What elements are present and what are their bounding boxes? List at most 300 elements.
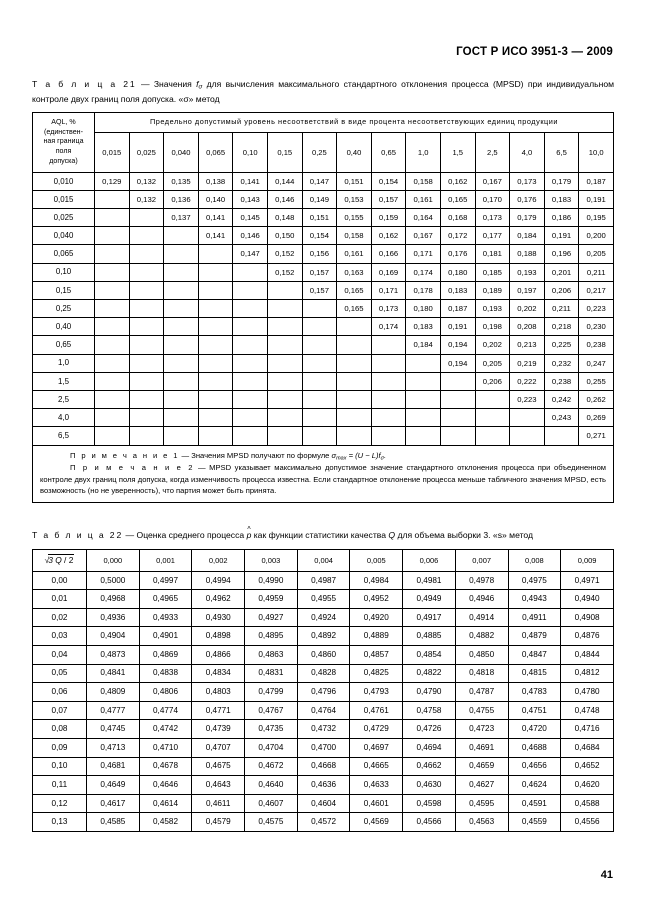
- table-21-cell: [267, 372, 302, 390]
- table-21-cell: 0,161: [406, 190, 441, 208]
- table-21-cell: 0,269: [579, 409, 614, 427]
- table-row: [33, 300, 614, 318]
- table-row: [33, 336, 614, 354]
- table-21-cell: [337, 336, 372, 354]
- table-21-cell: [129, 318, 164, 336]
- table-21-cell: 0,151: [302, 209, 337, 227]
- table-21-cell: 0,194: [440, 336, 475, 354]
- table-22-cell: 0,4885: [403, 627, 456, 646]
- table-21-cell: [95, 372, 130, 390]
- table-21-cell: [406, 427, 441, 445]
- table-21-cell: 0,211: [579, 263, 614, 281]
- table-row: [33, 776, 614, 795]
- table-21-cell: [95, 318, 130, 336]
- table-22-cell: 0,4818: [455, 664, 508, 683]
- table-21-cell: 0,173: [510, 172, 545, 190]
- table-21-cell: [198, 263, 233, 281]
- table-21-cell: [233, 427, 268, 445]
- table-row: [33, 720, 614, 739]
- table-22-cell: 0,4700: [297, 738, 350, 757]
- table-21-cell: [233, 263, 268, 281]
- table-21-cell: 0,141: [198, 227, 233, 245]
- table-21-cell: 0,166: [371, 245, 406, 263]
- table-22-cell: 0,4790: [403, 683, 456, 702]
- table-21-cell: [337, 427, 372, 445]
- table-22-cell: 0,4796: [297, 683, 350, 702]
- table-21-cell: [267, 390, 302, 408]
- table-row: [33, 227, 614, 245]
- table-21-cell: 0,196: [544, 245, 579, 263]
- table-21-cell: [337, 409, 372, 427]
- table-21-cell: [95, 336, 130, 354]
- table-21-cell: [198, 390, 233, 408]
- table-21-cell: 0,141: [233, 172, 268, 190]
- table-21-cell: 0,242: [544, 390, 579, 408]
- table-22-cell: 0,4591: [508, 794, 561, 813]
- table-22-cell: 0,4927: [245, 608, 298, 627]
- table-21-cell: 0,232: [544, 354, 579, 372]
- table-22-cell: 0,4633: [350, 776, 403, 795]
- table-21-cell: 0,165: [440, 190, 475, 208]
- table-21-cell: [337, 390, 372, 408]
- table-21-cell: [371, 427, 406, 445]
- table-21-cell: [267, 354, 302, 372]
- table-22-cell: 0,4681: [87, 757, 140, 776]
- table-21-cell: [95, 300, 130, 318]
- table-21-cell: [129, 209, 164, 227]
- table-21-column-header: 0,15: [267, 132, 302, 172]
- table-21-cell: 0,152: [267, 263, 302, 281]
- table-22-cell: 0,4758: [403, 701, 456, 720]
- table-21-cell: 0,211: [544, 300, 579, 318]
- table-row: [33, 390, 614, 408]
- table-22-cell: 0,4924: [297, 608, 350, 627]
- table-21-cell: 0,176: [440, 245, 475, 263]
- table-21-cell: 0,154: [302, 227, 337, 245]
- table-22-cell: 0,4955: [297, 590, 350, 609]
- table-22-head: [33, 549, 614, 571]
- table-22-cell: 0,4882: [455, 627, 508, 646]
- table-22-cell: 0,4825: [350, 664, 403, 683]
- table-21-cell: [337, 372, 372, 390]
- table-22-cell: 0,4662: [403, 757, 456, 776]
- table-21-column-header: 0,040: [164, 132, 199, 172]
- table-21-cell: 0,178: [406, 281, 441, 299]
- table-22-cell: 0,4984: [350, 571, 403, 590]
- table-22-cell: 0,4627: [455, 776, 508, 795]
- table-21-cell: 0,157: [302, 263, 337, 281]
- table-22-cell: 0,4675: [192, 757, 245, 776]
- table-21-cell: [233, 318, 268, 336]
- table-21-cell: [233, 300, 268, 318]
- table-21-row-label: 0,065: [33, 245, 95, 263]
- table-21-column-header: 0,40: [337, 132, 372, 172]
- table-21-cell: 0,174: [406, 263, 441, 281]
- table-22-column-header: 0,002: [192, 549, 245, 571]
- note-1-formula: $\sigma_{max} = (U - L)f_\sigma$.: [331, 450, 387, 462]
- table-22-cell: 0,4559: [508, 813, 561, 832]
- table-22-row-label: 0,13: [33, 813, 87, 832]
- table-21-cell: 0,225: [544, 336, 579, 354]
- table-22-cell: 0,4904: [87, 627, 140, 646]
- table-21-cell: [95, 190, 130, 208]
- table-21-cell: 0,177: [475, 227, 510, 245]
- table-21-cell: [440, 409, 475, 427]
- table-21-cell: [267, 427, 302, 445]
- table-21-header-row-2: [33, 132, 614, 172]
- corner-line-1: (единствен-: [44, 127, 83, 136]
- table-21-row-label: 2,5: [33, 390, 95, 408]
- table-21-cell: 0,176: [510, 190, 545, 208]
- table-21-cell: 0,238: [579, 336, 614, 354]
- table-21-cell: [406, 409, 441, 427]
- table-22-cell: 0,4920: [350, 608, 403, 627]
- table-21-cell: 0,191: [440, 318, 475, 336]
- table-21-cell: [95, 354, 130, 372]
- table-21-caption-symbol-subscript: σ: [198, 83, 203, 91]
- table-21-cell: [337, 354, 372, 372]
- table-22-cell: 0,4614: [139, 794, 192, 813]
- table-22-cell: 0,4879: [508, 627, 561, 646]
- table-21-cell: 0,151: [337, 172, 372, 190]
- table-21-cell: [95, 427, 130, 445]
- table-21-cell: [198, 354, 233, 372]
- table-21-cell: 0,144: [267, 172, 302, 190]
- table-21-cell: 0,217: [579, 281, 614, 299]
- table-22-cell: 0,4652: [561, 757, 614, 776]
- table-22-cell: 0,4643: [192, 776, 245, 795]
- table-22-cell: 0,4812: [561, 664, 614, 683]
- table-row: [33, 372, 614, 390]
- table-21-cell: 0,222: [510, 372, 545, 390]
- table-22-cell: 0,4566: [403, 813, 456, 832]
- table-22-cell: 0,4978: [455, 571, 508, 590]
- table-21-cell: 0,208: [510, 318, 545, 336]
- table-22-cell: 0,4876: [561, 627, 614, 646]
- table-22-cell: 0,4720: [508, 720, 561, 739]
- table-22-cell: 0,4943: [508, 590, 561, 609]
- table-22-row-label: 0,05: [33, 664, 87, 683]
- table-21-cell: [267, 281, 302, 299]
- table-21-cell: 0,223: [510, 390, 545, 408]
- table-22-cell: 0,4704: [245, 738, 298, 757]
- table-21-cell: 0,167: [475, 172, 510, 190]
- table-row: [33, 590, 614, 609]
- table-22-cell: 0,4729: [350, 720, 403, 739]
- table-21-cell: 0,163: [337, 263, 372, 281]
- table-21-cell: 0,158: [406, 172, 441, 190]
- table-21-column-header: 2,5: [475, 132, 510, 172]
- table-22-header-row: [33, 549, 614, 571]
- table-21-cell: [164, 263, 199, 281]
- note-1-text: — Значения MPSD получают по формуле: [179, 450, 332, 460]
- table-21-cell: 0,157: [371, 190, 406, 208]
- table-21-cell: [164, 409, 199, 427]
- table-21-cell: [475, 409, 510, 427]
- table-21-cell: 0,164: [406, 209, 441, 227]
- table-21-cell: 0,172: [440, 227, 475, 245]
- table-22-cell: 0,4604: [297, 794, 350, 813]
- table-22-column-header: 0,007: [455, 549, 508, 571]
- table-22-cell: 0,4930: [192, 608, 245, 627]
- table-22-cell: 0,4793: [350, 683, 403, 702]
- table-21-cell: [440, 427, 475, 445]
- table-22-cell: 0,4601: [350, 794, 403, 813]
- table-21-cell: 0,181: [475, 245, 510, 263]
- table-22-cell: 0,4665: [350, 757, 403, 776]
- table-21-row-label: 4,0: [33, 409, 95, 427]
- table-21-cell: [233, 409, 268, 427]
- table-21-cell: [164, 336, 199, 354]
- table-21-cell: [129, 354, 164, 372]
- table-22-cell: 0,4774: [139, 701, 192, 720]
- table-22-cell: 0,4672: [245, 757, 298, 776]
- table-21-cell: 0,150: [267, 227, 302, 245]
- table-21-cell: 0,161: [337, 245, 372, 263]
- table-21-cell: 0,194: [440, 354, 475, 372]
- table-21-cell: 0,197: [510, 281, 545, 299]
- table-22-caption-symbol-p-hat: ^ p: [247, 529, 252, 541]
- table-21-cell: [198, 318, 233, 336]
- table-row: [33, 738, 614, 757]
- table-21-cell: 0,198: [475, 318, 510, 336]
- table-22-cell: 0,4745: [87, 720, 140, 739]
- table-22-cell: 0,4755: [455, 701, 508, 720]
- note-2-text: — MPSD указывает максимально допустимое значение стандартного отклонения процесса при объединенном контроле двух границ поля допуска, когда изменчивость процесса известна. Если стандартное отклонение процесса меньше табличного значения MPSD, есть возможность (но не уверенность), что партия может быть принята.: [40, 463, 607, 496]
- table-21-cell: 0,206: [475, 372, 510, 390]
- table-21-cell: 0,141: [198, 209, 233, 227]
- table-21-cell: 0,271: [579, 427, 614, 445]
- table-22-cell: 0,4697: [350, 738, 403, 757]
- table-22-caption-text-b: как функции статистики качества: [251, 530, 389, 541]
- table-22-cell: 0,4990: [245, 571, 298, 590]
- table-21-cell: [302, 336, 337, 354]
- table-22-cell: 0,4908: [561, 608, 614, 627]
- table-22-cell: 0,4799: [245, 683, 298, 702]
- table-21-cell: [198, 409, 233, 427]
- table-22-cell: 0,4572: [297, 813, 350, 832]
- table-21-cell: 0,180: [406, 300, 441, 318]
- table-21-cell: [129, 227, 164, 245]
- table-22-cell: 0,4595: [455, 794, 508, 813]
- table-21-cell: 0,146: [267, 190, 302, 208]
- table-21-cell: 0,167: [406, 227, 441, 245]
- table-22-cell: 0,4678: [139, 757, 192, 776]
- table-row: [33, 245, 614, 263]
- table-row: [33, 757, 614, 776]
- table-22-cell: 0,4809: [87, 683, 140, 702]
- table-22-cell: 0,4640: [245, 776, 298, 795]
- table-21-cell: 0,223: [579, 300, 614, 318]
- table-21-cell: [302, 372, 337, 390]
- table-22-row-label: 0,12: [33, 794, 87, 813]
- table-21-cell: [302, 318, 337, 336]
- table-22-column-header: 0,005: [350, 549, 403, 571]
- table-22-cell: 0,4607: [245, 794, 298, 813]
- table-21-column-header: 0,025: [129, 132, 164, 172]
- table-22-cell: 0,4767: [245, 701, 298, 720]
- table-22-row-label: 0,09: [33, 738, 87, 757]
- table-21-cell: [164, 227, 199, 245]
- table-21-cell: [302, 300, 337, 318]
- table-21-cell: 0,193: [475, 300, 510, 318]
- table-21-cell: 0,187: [579, 172, 614, 190]
- table-22-cell: 0,4914: [455, 608, 508, 627]
- table-21-cell: [129, 336, 164, 354]
- table-21-cell: [95, 409, 130, 427]
- table-22-cell: 0,4850: [455, 646, 508, 665]
- table-21-cell: 0,179: [544, 172, 579, 190]
- table-row: [33, 263, 614, 281]
- table-21-row-label: 1,5: [33, 372, 95, 390]
- table-22-row-label: 0,10: [33, 757, 87, 776]
- table-row: [33, 281, 614, 299]
- table-21-cell: [440, 390, 475, 408]
- table-21-cell: 0,171: [406, 245, 441, 263]
- table-21-column-header: 10,0: [579, 132, 614, 172]
- table-21-cell: 0,143: [233, 190, 268, 208]
- table-21-row-label: 6,5: [33, 427, 95, 445]
- table-21-cell: 0,219: [510, 354, 545, 372]
- table-22-cell: 0,4981: [403, 571, 456, 590]
- table-21-column-header: 4,0: [510, 132, 545, 172]
- table-21-column-header: 1,0: [406, 132, 441, 172]
- table-22-cell: 0,4582: [139, 813, 192, 832]
- table-22-cell: 0,4764: [297, 701, 350, 720]
- table-22-cell: 0,4630: [403, 776, 456, 795]
- table-22-cell: 0,4710: [139, 738, 192, 757]
- table-21-cell: 0,200: [579, 227, 614, 245]
- table-21-cell: [129, 300, 164, 318]
- table-22-caption: [32, 529, 614, 541]
- table-21-cell: [164, 300, 199, 318]
- table-21-cell: 0,188: [510, 245, 545, 263]
- table-22-cell: 0,4946: [455, 590, 508, 609]
- table-row: [33, 172, 614, 190]
- table-21-cell: [129, 281, 164, 299]
- table-21-cell: 0,184: [510, 227, 545, 245]
- table-21-cell: 0,159: [371, 209, 406, 227]
- table-21-cell: [95, 281, 130, 299]
- table-21-cell: 0,238: [544, 372, 579, 390]
- table-22-column-header: 0,003: [245, 549, 298, 571]
- table-22-cell: 0,4617: [87, 794, 140, 813]
- table-21-cell: [164, 245, 199, 263]
- table-22-cell: 0,4838: [139, 664, 192, 683]
- table-22-cell: 0,4898: [192, 627, 245, 646]
- table-22-column-header: 0,001: [139, 549, 192, 571]
- table-21-cell: 0,171: [371, 281, 406, 299]
- table-22-cell: 0,5000: [87, 571, 140, 590]
- table-22-corner-header: [33, 549, 87, 571]
- table-21-column-header: 0,65: [371, 132, 406, 172]
- table-22-cell: 0,4997: [139, 571, 192, 590]
- table-22-cell: 0,4901: [139, 627, 192, 646]
- table-21-cell: 0,213: [510, 336, 545, 354]
- sqrt-expression: √3 Q / 2: [44, 555, 74, 566]
- table-22-cell: 0,4620: [561, 776, 614, 795]
- table-21-cell: 0,162: [371, 227, 406, 245]
- table-22-cell: 0,4668: [297, 757, 350, 776]
- table-21-cell: [95, 245, 130, 263]
- table-22-column-header: 0,006: [403, 549, 456, 571]
- table-21-cell: [406, 354, 441, 372]
- table-21-cell: 0,218: [544, 318, 579, 336]
- table-21-cell: 0,173: [475, 209, 510, 227]
- table-22-cell: 0,4742: [139, 720, 192, 739]
- table-21-cell: 0,152: [267, 245, 302, 263]
- table-22-cell: 0,4761: [350, 701, 403, 720]
- table-21-cell: 0,132: [129, 172, 164, 190]
- table-22-cell: 0,4844: [561, 646, 614, 665]
- table-21-cell: [198, 281, 233, 299]
- table-21-cell: 0,202: [510, 300, 545, 318]
- table-22-cell: 0,4649: [87, 776, 140, 795]
- table-21-cell: [267, 318, 302, 336]
- table-row: [33, 608, 614, 627]
- table-21-cell: [129, 390, 164, 408]
- table-22-cell: 0,4585: [87, 813, 140, 832]
- table-21-cell: 0,193: [510, 263, 545, 281]
- table-22-cell: 0,4863: [245, 646, 298, 665]
- table-21-cell: [164, 372, 199, 390]
- table-22-cell: 0,4857: [350, 646, 403, 665]
- table-22-cell: 0,4598: [403, 794, 456, 813]
- table-21-column-header: 0,015: [95, 132, 130, 172]
- table-22-cell: 0,4588: [561, 794, 614, 813]
- table-21-cell: [267, 336, 302, 354]
- table-row: [33, 813, 614, 832]
- table-21-span-header: Предельно допустимый уровень несоответствий в виде процента несоответствующих единиц продукции: [95, 112, 614, 132]
- table-21-cell: [233, 281, 268, 299]
- table-21-cell: 0,145: [233, 209, 268, 227]
- table-21-cell: [371, 354, 406, 372]
- table-21-cell: [233, 390, 268, 408]
- table-22-cell: 0,4965: [139, 590, 192, 609]
- table-22-cell: 0,4624: [508, 776, 561, 795]
- table-21-cell: [129, 427, 164, 445]
- table-21-cell: [233, 336, 268, 354]
- table-row: [33, 427, 614, 445]
- running-head: ГОСТ Р ИСО 3951-3 — 2009: [456, 46, 613, 58]
- table-row: [33, 627, 614, 646]
- table-22-row-label: 0,00: [33, 571, 87, 590]
- table-22-cell: 0,4854: [403, 646, 456, 665]
- table-22-cell: 0,4889: [350, 627, 403, 646]
- table-21-row-label: 0,040: [33, 227, 95, 245]
- table-21-cell: 0,137: [164, 209, 199, 227]
- table-22-cell: 0,4936: [87, 608, 140, 627]
- table-21-cell: 0,156: [302, 245, 337, 263]
- table-22-cell: 0,4949: [403, 590, 456, 609]
- table-21-cell: 0,154: [371, 172, 406, 190]
- table-21-cell: [129, 372, 164, 390]
- table-21-row-label: 0,40: [33, 318, 95, 336]
- table-22-cell: 0,4822: [403, 664, 456, 683]
- table-22-cell: 0,4691: [455, 738, 508, 757]
- table-21-column-header: 0,25: [302, 132, 337, 172]
- table-row: [33, 794, 614, 813]
- table-22-cell: 0,4636: [297, 776, 350, 795]
- table-21-cell: 0,162: [440, 172, 475, 190]
- table-21-cell: 0,255: [579, 372, 614, 390]
- table-21-cell: [406, 390, 441, 408]
- table-22-cell: 0,4771: [192, 701, 245, 720]
- table-21-cell: 0,147: [302, 172, 337, 190]
- table-22-cell: 0,4783: [508, 683, 561, 702]
- table-21-cell: 0,158: [337, 227, 372, 245]
- table-22-cell: 0,4841: [87, 664, 140, 683]
